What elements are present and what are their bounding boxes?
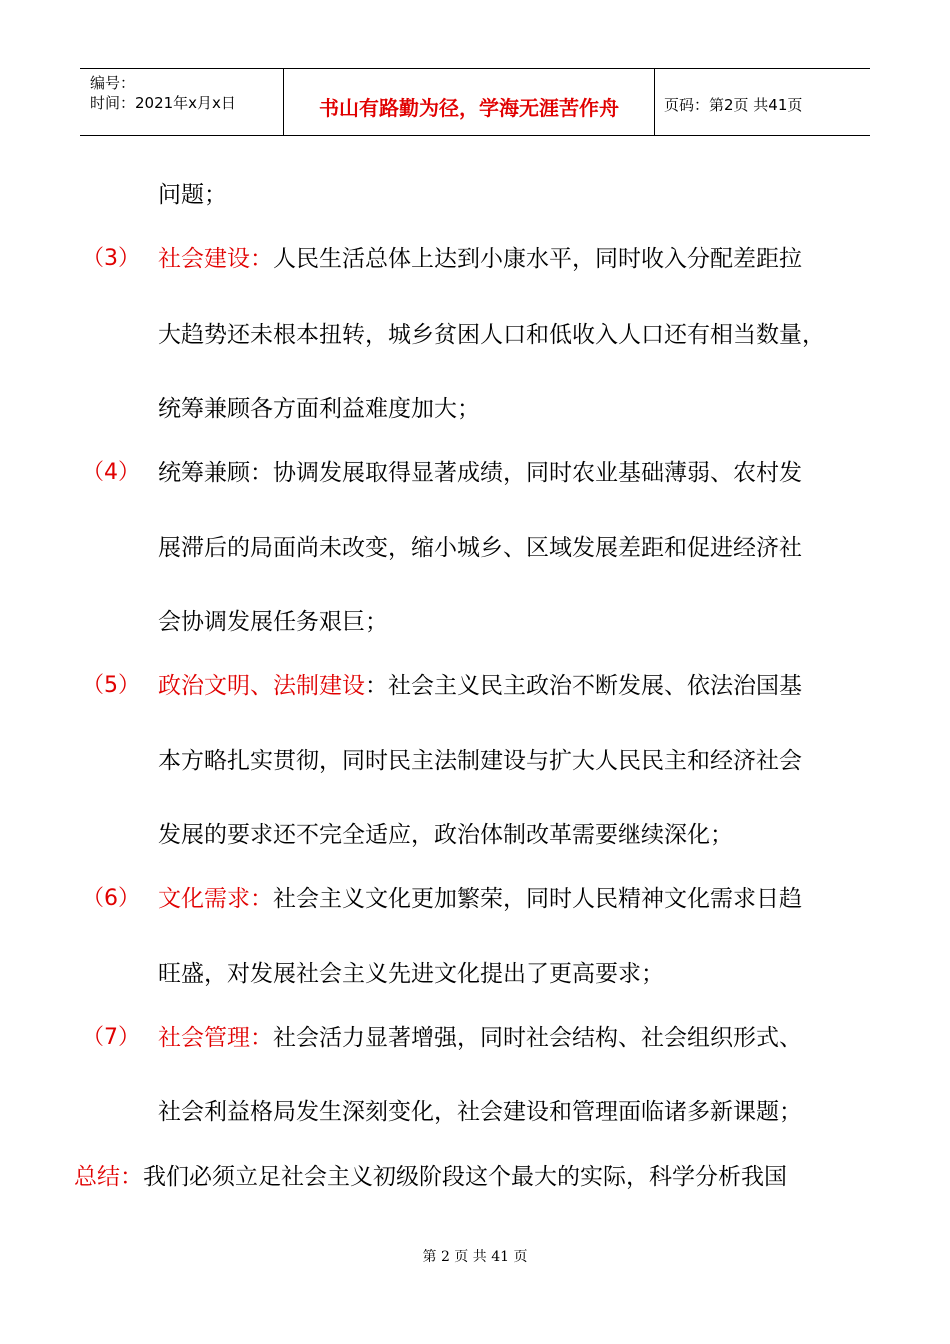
summary-line: [74, 1162, 787, 1192]
header-page-info: 页码：第2页 共41页: [664, 96, 803, 114]
item-heading: 政治文明、法制建设: [158, 673, 365, 699]
item-4-line: 统筹兼顾：协调发展取得显著成绩，同时农业基础薄弱、农村发: [158, 460, 802, 486]
item-text: 社会活力显著增强，同时社会结构、社会组织形式、: [273, 1025, 802, 1051]
body-line: 社会利益格局发生深刻变化，社会建设和管理面临诸多新课题；: [158, 1099, 802, 1125]
item-number: （3）: [82, 246, 140, 271]
body-line: 问题；: [158, 182, 227, 208]
item-6-line: [158, 884, 802, 914]
body-line: 会协调发展任务艰巨；: [158, 609, 388, 635]
header-divider: [654, 69, 655, 135]
body-line: 统筹兼顾各方面利益难度加大；: [158, 396, 480, 422]
body-line: 本方略扎实贯彻，同时民主法制建设与扩大人民民主和经济社会: [158, 748, 802, 774]
body-line: 展滞后的局面尚未改变，缩小城乡、区域发展差距和促进经济社: [158, 535, 802, 561]
item-heading: 文化需求：: [158, 886, 273, 912]
item-heading: 社会管理：: [158, 1025, 273, 1051]
item-number: （4）: [82, 460, 140, 485]
header-meta: [90, 73, 236, 113]
body-line: 大趋势还未根本扭转，城乡贫困人口和低收入人口还有相当数量，: [158, 322, 825, 348]
summary-text: 我们必须立足社会主义初级阶段这个最大的实际，科学分析我国: [143, 1164, 787, 1190]
summary-label: 总结：: [74, 1164, 143, 1190]
page-header: [80, 68, 870, 136]
document-number-label: 编号：: [90, 74, 136, 92]
item-text: 社会主义文化更加繁荣，同时人民精神文化需求日趋: [273, 886, 802, 912]
body-line: 旺盛，对发展社会主义先进文化提出了更高要求；: [158, 961, 664, 987]
item-number: （7）: [82, 1025, 140, 1050]
item-text: ：社会主义民主政治不断发展、依法治国基: [365, 673, 802, 699]
item-number: （6）: [82, 886, 140, 911]
item-3-line: [158, 244, 802, 274]
header-motto: 书山有路勤为径，学海无涯苦作舟: [319, 96, 619, 120]
item-number: （5）: [82, 673, 140, 698]
item-heading: 社会建设：: [158, 246, 273, 272]
body-line: 发展的要求还不完全适应，政治体制改革需要继续深化；: [158, 822, 733, 848]
item-5-line: [158, 671, 802, 701]
document-date: 时间：2021年x月x日: [90, 94, 236, 112]
item-7-line: [158, 1023, 802, 1053]
item-text: 人民生活总体上达到小康水平，同时收入分配差距拉: [273, 246, 802, 272]
page-footer: 第 2 页 共 41 页: [422, 1249, 528, 1265]
